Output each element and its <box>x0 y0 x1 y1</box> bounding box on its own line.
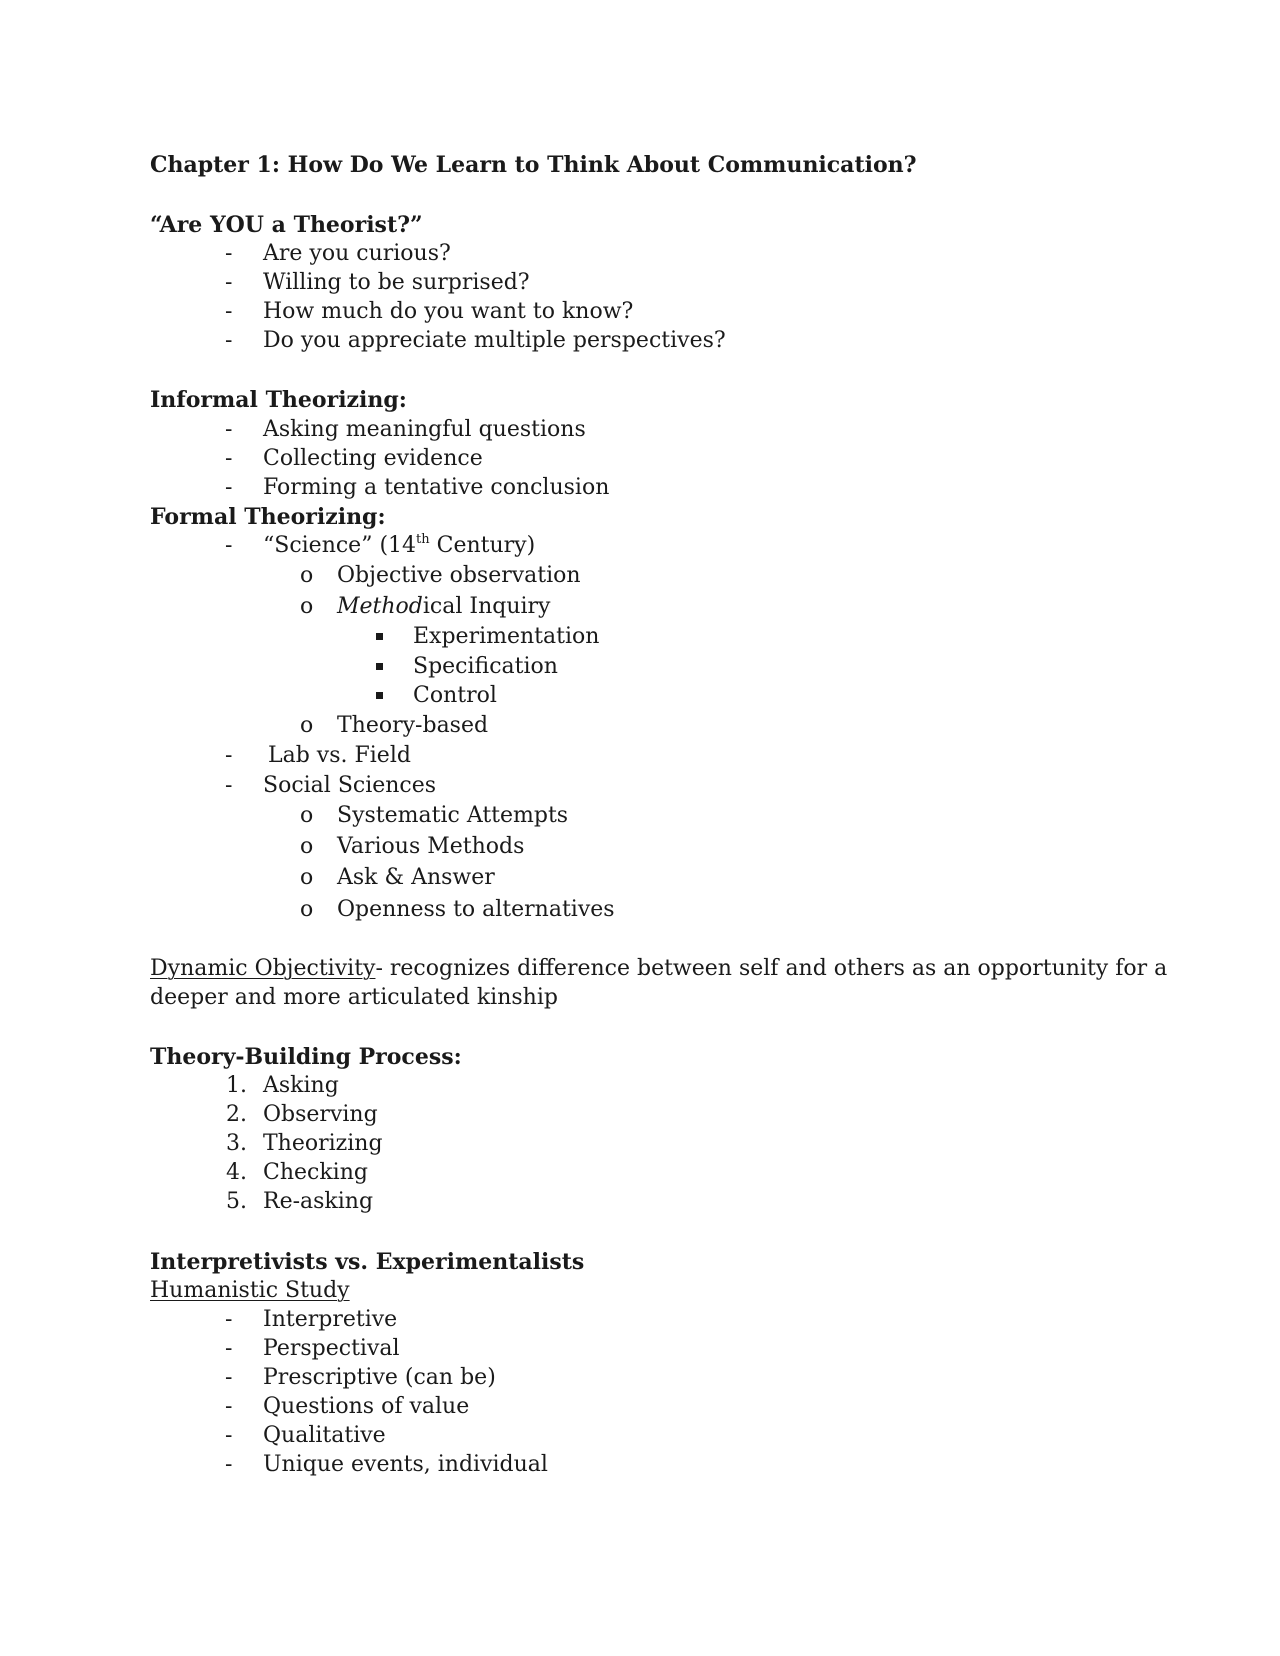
list-item: How much do you want to know? <box>263 299 634 324</box>
step-number: 3. <box>226 1131 247 1156</box>
list-item: Interpretive <box>263 1307 398 1332</box>
bullet-circle: o <box>300 713 314 738</box>
list-item: Theory-based <box>337 713 489 738</box>
bullet-dash: - <box>225 533 233 558</box>
bullet-dash: - <box>225 328 233 353</box>
list-item: Experimentation <box>413 624 600 649</box>
dynamic-line-1 <box>150 955 1167 983</box>
list-item: Perspectival <box>263 1336 400 1361</box>
bullet-circle: o <box>300 563 314 588</box>
bullet-dash: - <box>225 1452 233 1477</box>
bullet-circle: o <box>300 594 314 619</box>
step-number: 2. <box>226 1102 247 1127</box>
formal-heading: Formal Theorizing: <box>150 504 386 530</box>
list-item: Forming a tentative conclusion <box>263 475 610 500</box>
step-text: Checking <box>263 1160 368 1185</box>
informal-heading: Informal Theorizing: <box>150 387 407 413</box>
bullet-dash: - <box>225 270 233 295</box>
bullet-dash: - <box>225 241 233 266</box>
list-item: Various Methods <box>337 834 525 859</box>
step-text: Asking <box>263 1073 339 1098</box>
bullet-dash: - <box>225 299 233 324</box>
list-item: Do you appreciate multiple perspectives? <box>263 328 726 353</box>
process-heading: Theory-Building Process: <box>150 1044 462 1070</box>
square-bullet-icon <box>376 692 383 699</box>
methodical-item <box>337 593 551 621</box>
science-item <box>263 532 535 560</box>
step-text: Theorizing <box>263 1131 383 1156</box>
list-item: Objective observation <box>337 563 581 588</box>
bullet-dash: - <box>225 475 233 500</box>
bullet-circle: o <box>300 865 314 890</box>
dynamic-line-2: deeper and more articulated kinship <box>150 985 558 1010</box>
bullet-dash: - <box>225 1365 233 1390</box>
bullet-dash: - <box>225 1307 233 1332</box>
interp-heading: Interpretivists vs. Experimentalists <box>150 1249 585 1275</box>
bullet-dash: - <box>225 446 233 471</box>
bullet-dash: - <box>225 417 233 442</box>
bullet-dash: - <box>225 1423 233 1448</box>
step-text: Observing <box>263 1102 378 1127</box>
list-item: Asking meaningful questions <box>263 417 586 442</box>
science-text-pre: “Science” (14 <box>263 533 417 558</box>
bullet-circle: o <box>300 803 314 828</box>
science-text-post: Century) <box>429 533 536 558</box>
list-item: Collecting evidence <box>263 446 483 471</box>
step-number: 1. <box>226 1073 247 1098</box>
list-item: Lab vs. Field <box>268 743 411 768</box>
dynamic-term: Dynamic Objectivity <box>150 956 376 981</box>
bullet-dash: - <box>225 1336 233 1361</box>
list-item: Systematic Attempts <box>337 803 569 828</box>
step-number: 4. <box>226 1160 247 1185</box>
methodical-italic: Method <box>337 594 423 619</box>
list-item: Specification <box>413 654 558 679</box>
list-item: Prescriptive (can be) <box>263 1365 496 1390</box>
theorist-heading: “Are YOU a Theorist?” <box>150 212 423 238</box>
science-superscript: th <box>416 532 430 547</box>
list-item: Ask & Answer <box>337 865 495 890</box>
square-bullet-icon <box>376 663 383 670</box>
bullet-circle: o <box>300 834 314 859</box>
step-text: Re-asking <box>263 1189 374 1214</box>
list-item: Social Sciences <box>263 773 437 798</box>
methodical-rest: ical Inquiry <box>422 594 551 619</box>
bullet-dash: - <box>225 743 233 768</box>
list-item: Unique events, individual <box>263 1452 548 1477</box>
chapter-title: Chapter 1: How Do We Learn to Think About Communication? <box>150 152 917 178</box>
list-item: Openness to alternatives <box>337 897 615 922</box>
list-item: Are you curious? <box>263 241 451 266</box>
list-item: Questions of value <box>263 1394 470 1419</box>
dynamic-definition: - recognizes difference between self and others as an opportunity for a <box>375 956 1168 981</box>
humanistic-subheading: Humanistic Study <box>150 1278 350 1303</box>
list-item: Willing to be surprised? <box>263 270 530 295</box>
bullet-dash: - <box>225 773 233 798</box>
bullet-dash: - <box>225 1394 233 1419</box>
list-item: Control <box>413 683 497 708</box>
square-bullet-icon <box>376 633 383 640</box>
step-number: 5. <box>226 1189 247 1214</box>
list-item: Qualitative <box>263 1423 386 1448</box>
bullet-circle: o <box>300 897 314 922</box>
